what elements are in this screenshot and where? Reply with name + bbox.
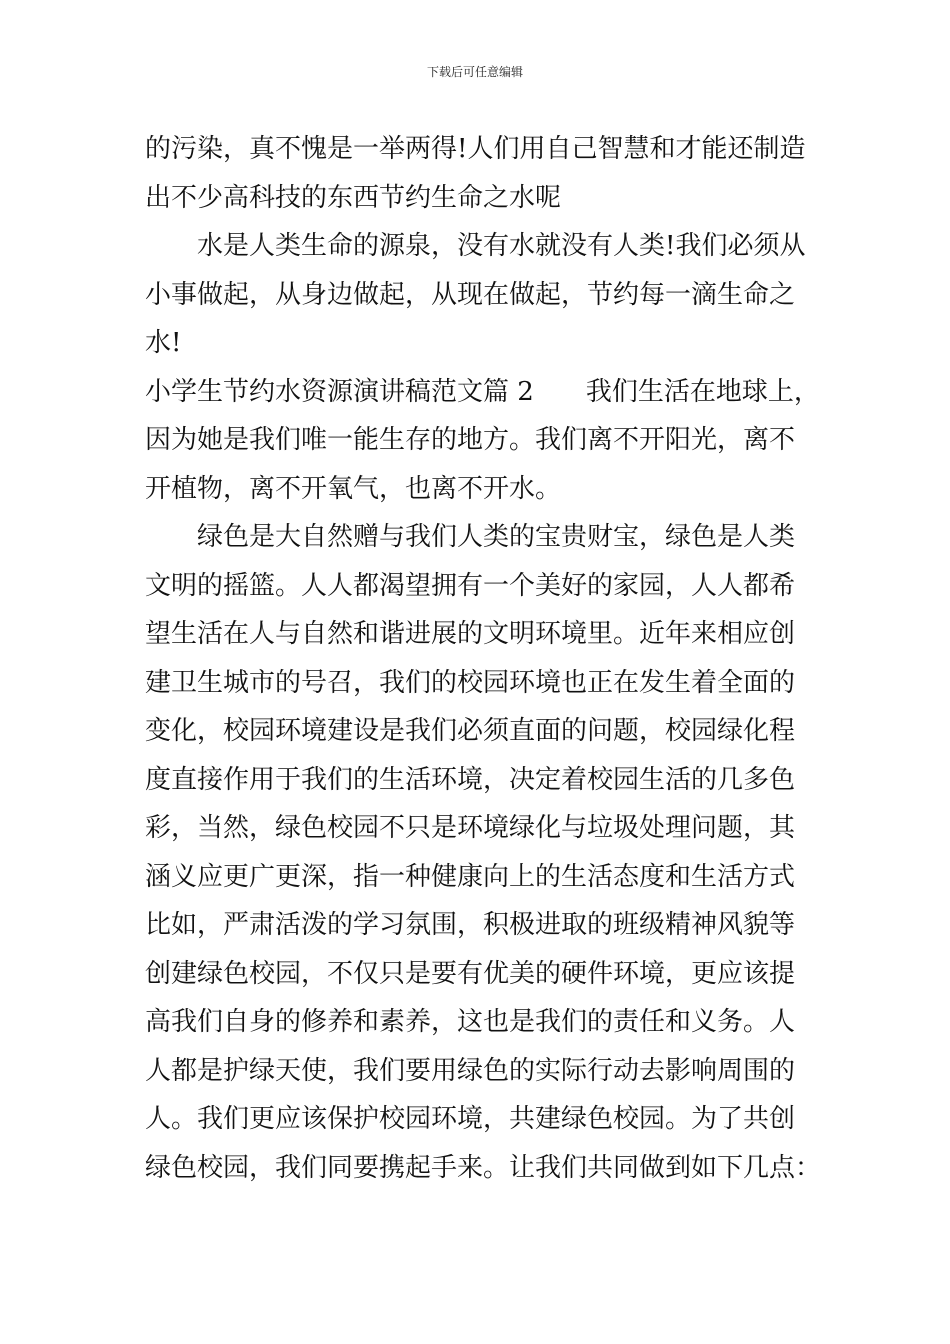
paragraph-3: [145, 368, 820, 514]
paragraph-1: [145, 125, 810, 222]
page-header: 下载后可任意编辑: [426, 65, 523, 79]
paragraph-2-line-2: 小事做起，从身边做起，从现在做起，节约每一滴生命之: [145, 279, 796, 310]
paragraph-1-line-2: 出不少高科技的东西节约生命之水呢: [145, 182, 562, 213]
paragraph-3-line-3: 开植物，离不开氧气，也离不开水。: [145, 473, 562, 504]
paragraph-4-line-10: 创建绿色校园，不仅只是要有优美的硬件环境，更应该提: [145, 958, 796, 989]
paragraph-4-line-5: 变化，校园环境建设是我们必须直面的问题，校园绿化程: [145, 716, 796, 746]
paragraph-4-line-4: 建卫生城市的号召，我们的校园环境也正在发生着全面的: [145, 667, 796, 698]
paragraph-4-line-8: 涵义应更广更深，指一种健康向上的生活态度和生活方式: [145, 861, 796, 892]
paragraph-4-line-7: 彩，当然，绿色校园不只是环境绿化与垃圾处理问题，其: [145, 813, 796, 843]
paragraph-3-line-2: 因为她是我们唯一能生存的地方。我们离不开阳光，离不: [145, 425, 796, 455]
paragraph-4-line-1: 绿色是大自然赠与我们人类的宝贵财宝，绿色是人类: [197, 522, 796, 552]
paragraph-1-line-1: 的污染，真不愧是一举两得!人们用自己智慧和才能还制造: [145, 134, 806, 164]
paragraph-4-line-2: 文明的摇篮。人人都渴望拥有一个美好的家园，人人都希: [145, 570, 796, 601]
paragraph-2-line-3: 水!: [145, 328, 182, 358]
section-heading: 小学生节约水资源演讲稿范文篇 2: [145, 376, 534, 407]
paragraph-4-line-13: 人。我们更应该保护校园环境，共建绿色校园。为了共创: [145, 1104, 796, 1134]
document-body: [145, 125, 822, 1192]
paragraph-2: [145, 222, 810, 368]
paragraph-4-line-3: 望生活在人与自然和谐进展的文明环境里。近年来相应创: [145, 619, 796, 649]
paragraph-4-line-9: 比如，严肃活泼的学习氛围，积极进取的班级精神风貌等: [145, 910, 796, 940]
paragraph-4-line-14: 绿色校园，我们同要携起手来。让我们共同做到如下几点：: [145, 1152, 822, 1183]
paragraph-4: [145, 513, 822, 1192]
paragraph-4-line-12: 人都是护绿天使，我们要用绿色的实际行动去影响周围的: [145, 1055, 796, 1086]
paragraph-3-line-1: [145, 368, 820, 417]
paragraph-4-line-11: 高我们自身的修养和素养，这也是我们的责任和义务。人: [145, 1007, 796, 1037]
paragraph-4-line-6: 度直接作用于我们的生活环境，决定着校园生活的几多色: [145, 764, 796, 795]
paragraph-2-line-1: 水是人类生命的源泉，没有水就没有人类!我们必须从: [197, 231, 806, 261]
paragraph-3-line-1-rest: 我们生活在地球上，: [585, 376, 820, 407]
